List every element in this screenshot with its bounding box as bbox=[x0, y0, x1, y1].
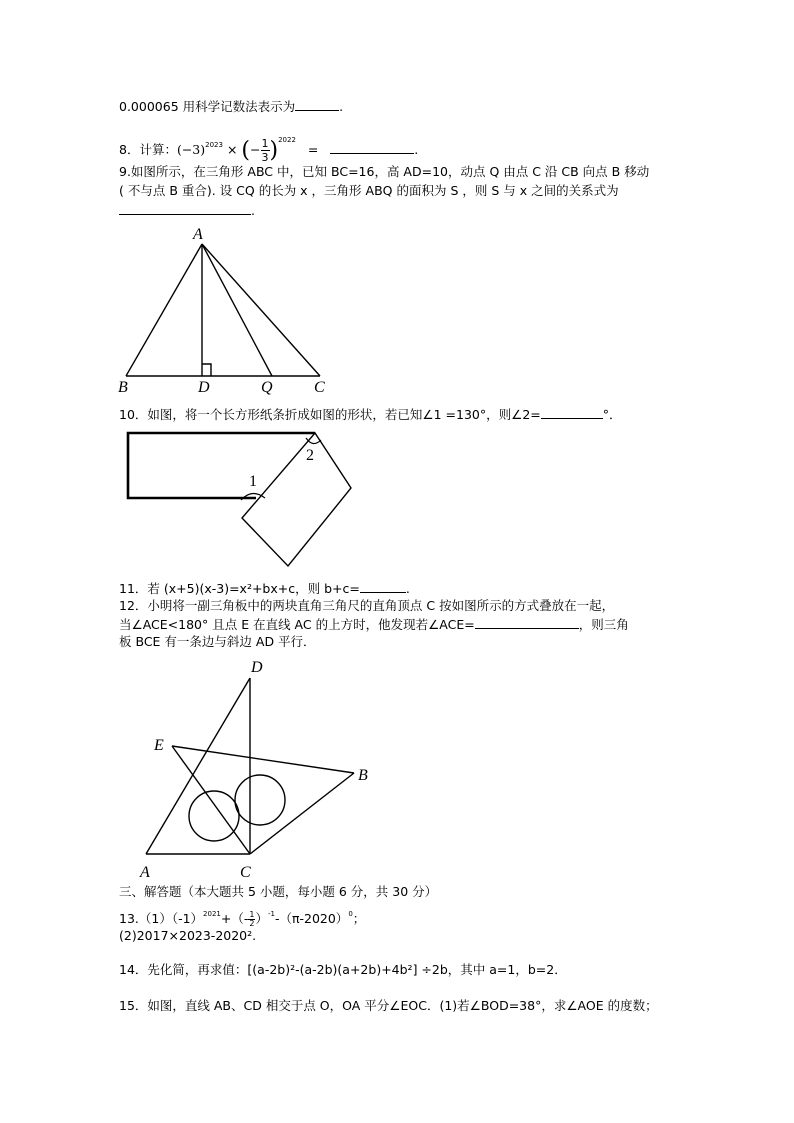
q13-part1: $13.(1)(-1)^{2021}+(-$ $\frac{1}{2}$ ）$^{-1}-(\pi-2020)^0$； bbox=[119, 910, 366, 928]
label-C: C bbox=[314, 379, 325, 396]
angle-1-label: 1 bbox=[249, 473, 257, 490]
triangle-ruler-hole-2 bbox=[235, 775, 285, 825]
label-Q: Q bbox=[261, 379, 273, 396]
label-A: A bbox=[193, 226, 203, 243]
segment-EC bbox=[172, 746, 250, 854]
triangle-ruler-hole-1 bbox=[189, 791, 239, 841]
q11-text: 11．若 (x+5)(x-3)=x²+bx+c，则 b+c= bbox=[119, 581, 360, 596]
label-B: B bbox=[118, 379, 128, 396]
q12-line3: 板 BCE 有一条边与斜边 AD 平行． bbox=[119, 634, 316, 649]
q11-line: 11．若 (x+5)(x-3)=x²+bx+c，则 b+c= . bbox=[119, 581, 410, 596]
q9-line1: 9.如图所示，在三角形 ABC 中，已知 BC=16，高 AD=10，动点 Q 由点 C 沿 CB 向点 B 移动 bbox=[119, 164, 650, 179]
section-3-heading: 三、解答题（本大题共 5 小题，每小题 6 分，共 30 分） bbox=[119, 884, 438, 899]
label-A: A bbox=[140, 864, 150, 881]
q9-figure bbox=[114, 222, 334, 398]
q10-figure bbox=[120, 426, 360, 572]
right-angle-mark bbox=[202, 364, 211, 376]
label-D: D bbox=[251, 659, 263, 676]
q8-line: 8．计算：$(-3)^{2023}$ × (− $\frac{1}{3}$ )$^{2022}$ = . bbox=[119, 136, 419, 164]
q12-figure bbox=[134, 652, 384, 882]
segment-CB bbox=[250, 773, 354, 854]
label-E: E bbox=[154, 737, 164, 754]
segment-AB bbox=[126, 244, 202, 376]
folded-part bbox=[242, 433, 351, 566]
q7-line: 0.000065 用科学记数法表示为 . bbox=[119, 99, 344, 114]
label-D: D bbox=[198, 379, 210, 396]
q10-answer-blank[interactable] bbox=[541, 406, 603, 419]
angle-2-label: 2 bbox=[306, 447, 314, 464]
q12-line1: 12．小明将一副三角板中的两块直角三角尺的直角顶点 C 按如图所示的方式叠放在一起， bbox=[119, 598, 615, 613]
q8-base1: (−3) bbox=[176, 142, 206, 157]
q11-answer-blank[interactable] bbox=[360, 580, 406, 593]
segment-EB bbox=[172, 746, 354, 773]
q9-answer-blank[interactable] bbox=[119, 202, 251, 215]
q7-text: 0.000065 用科学记数法表示为 bbox=[119, 99, 296, 114]
q9-line2: ( 不与点 B 重合). 设 CQ 的长为 x ，三角形 ABQ 的面积为 S ，则 S 与 x 之间的关系式为 bbox=[119, 183, 619, 198]
q14-line: 14．先化简，再求值：[(a-2b)²-(a-2b)(a+2b)+4b²] ÷2b，其中 a=1，b=2． bbox=[119, 962, 567, 977]
q7-answer-blank[interactable] bbox=[295, 98, 339, 111]
q8-fraction: $\frac{1}{3}$ bbox=[261, 137, 269, 164]
q12-line2: 当∠ACE<180° 且点 E 在直线 AC 的上方时，他发现若∠ACE= ，则三角 bbox=[119, 617, 629, 632]
q10-line: 10．如图，将一个长方形纸条折成如图的形状，若已知∠1 =130°，则∠2= °． bbox=[119, 407, 622, 422]
q8-answer-blank[interactable] bbox=[330, 141, 414, 154]
q13-part2: (2)2017×2023-2020². bbox=[119, 928, 257, 943]
label-B: B bbox=[358, 767, 368, 784]
segment-AD bbox=[146, 678, 250, 854]
q9-line3: . bbox=[119, 202, 255, 219]
q10-text: 10．如图，将一个长方形纸条折成如图的形状，若已知∠1 =130°，则∠2= bbox=[119, 407, 541, 422]
q8-prefix: 8．计算： bbox=[119, 142, 177, 157]
q12-answer-blank[interactable] bbox=[475, 616, 579, 629]
label-C: C bbox=[240, 864, 251, 881]
q15-line: 15．如图，直线 AB、CD 相交于点 O，OA 平分∠EOC．(1)若∠BOD=38°，求∠AOE 的度数； bbox=[119, 998, 658, 1013]
